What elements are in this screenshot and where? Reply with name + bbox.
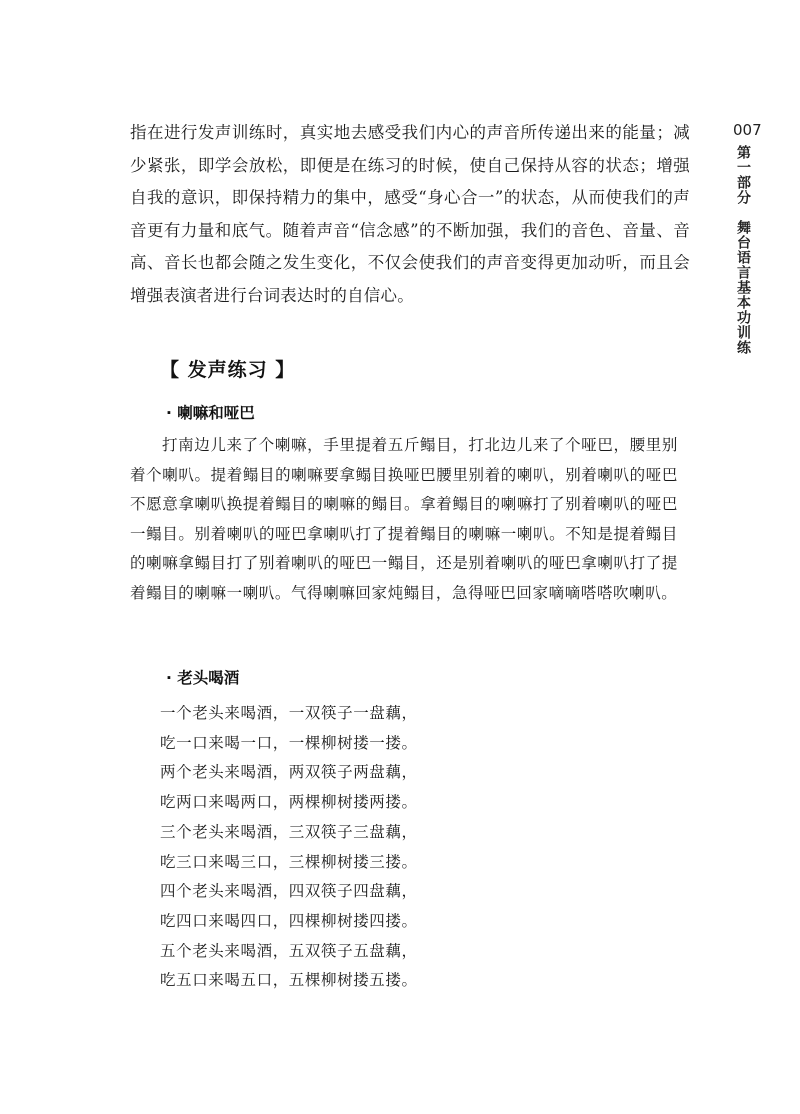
poem-line: 吃五口来喝五口，五棵柳树搂五搂。: [160, 971, 418, 990]
exercise-title-old-man: · 老头喝酒: [166, 669, 240, 687]
poem-line: 吃一口来喝一口，一棵柳树搂一搂。: [160, 733, 418, 752]
section-title: 【 发声练习 】: [160, 359, 296, 381]
poem-line: 吃两口来喝两口，两棵柳树搂两搂。: [160, 793, 418, 812]
page-number: 007: [733, 121, 762, 139]
poem-line: 四个老头来喝酒，四双筷子四盘藕，: [160, 882, 418, 901]
exercise-title-lama: · 喇嘛和哑巴: [166, 404, 255, 422]
poem-line: 两个老头来喝酒，两双筷子两盘藕，: [160, 763, 418, 782]
poem-line: 三个老头来喝酒，三双筷子三盘藕，: [160, 822, 418, 841]
poem-line: 一个老头来喝酒，一双筷子一盘藕，: [160, 704, 418, 722]
poem-line: 吃三口来喝三口，三棵柳树搂三搂。: [160, 852, 418, 871]
running-head: 第一部分 舞台语言基本功训练: [735, 145, 751, 355]
poem-lines: [160, 699, 418, 996]
poem-line: 吃四口来喝四口，四棵柳树搂四搂。: [160, 911, 418, 930]
tongue-twister-text: 打南边儿来了个喇嘛，手里提着五斤鳎目，打北边儿来了个哑巴，腰里别着个喇叭。提着鳎目的喇嘛要拿鳎目换哑巴腰里别着的喇叭，别着喇叭的哑巴不愿意拿喇叭换提着鳎目的喇嘛的鳎目。拿着鳎目的喇嘛打了别着喇叭的哑巴一鳎目。别着喇叭的哑巴拿喇叭打了提着鳎目的喇嘛一喇叭。不知是提着鳎目的喇嘛拿鳎目打了别着喇叭的哑巴一鳎目，还是别着喇叭的哑巴拿喇叭打了提着鳎目的喇嘛一喇叭。气得喇嘛回家炖鳎目，急得哑巴回家嘀嘀嗒嗒吹喇叭。: [130, 436, 678, 602]
intro-paragraph: 指在进行发声训练时，真实地去感受我们内心的声音所传递出来的能量；减少紧张，即学会放松，即便是在练习的时候，使自己保持从容的状态；增强自我的意识，即保持精力的集中，感受“身心合一”的状态，从而使我们的声音更有力量和底气。随着声音“信念感”的不断加强，我们的音色、音量、音高、音长也都会随之发生变化，不仅会使我们的声音变得更加动听，而且会增强表演者进行台词表达时的自信心。: [130, 123, 690, 305]
poem-line: 五个老头来喝酒，五双筷子五盘藕，: [160, 941, 418, 960]
